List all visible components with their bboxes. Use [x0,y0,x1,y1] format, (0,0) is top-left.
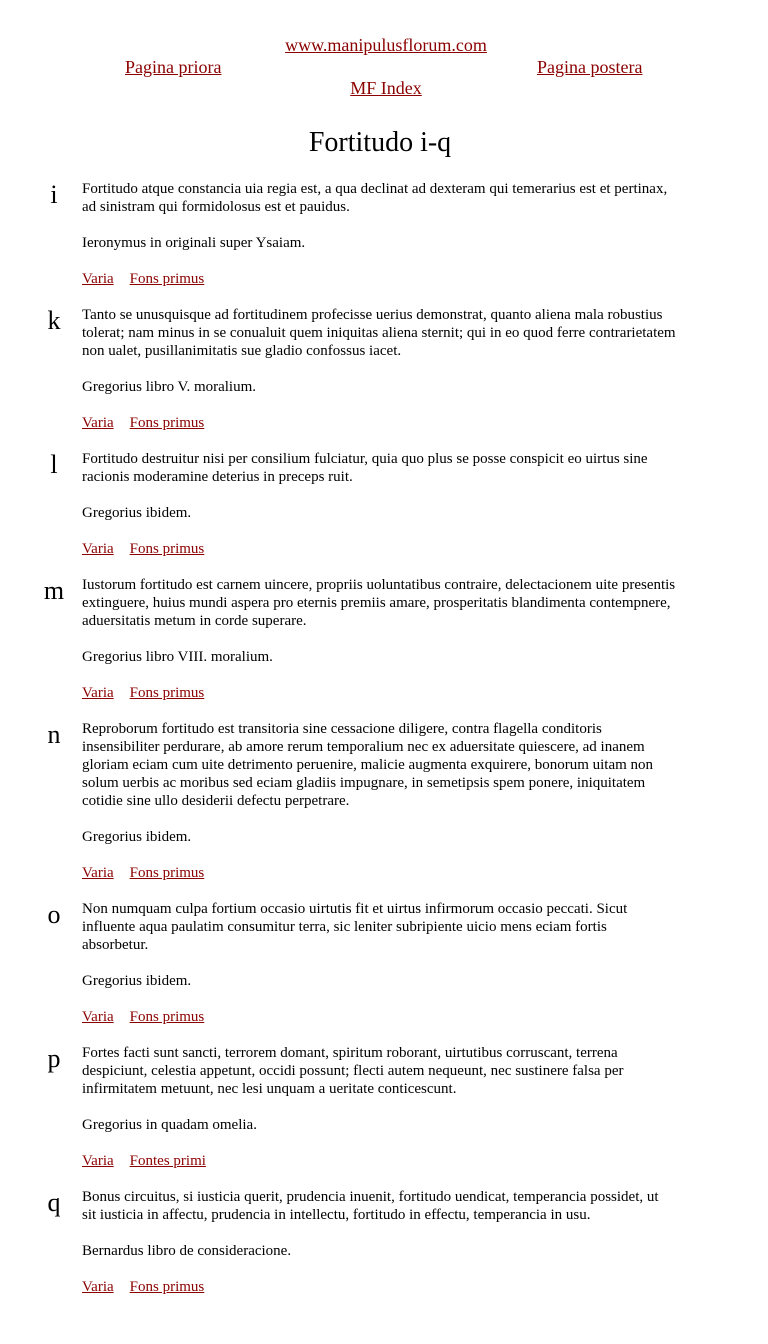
varia-link[interactable]: Varia [82,1153,114,1169]
entry-source: Gregorius libro V. moralium. [82,379,257,395]
entry-letter: o [47,900,61,929]
varia-link[interactable]: Varia [82,1279,114,1295]
entry-l [0,448,676,558]
entry-text: Fortitudo atque constancia uia regia est, a qua declinat ad dexteram qui temerarius est et pertinax, ad sinistram qui formidolosus est et pauidus. [82,181,668,215]
varia-link[interactable]: Varia [82,415,114,431]
entry-letter: i [50,180,58,209]
entry-text: Fortitudo destruitur nisi per consilium fulciatur, quia quo plus se posse conspicit eo uirtus sine racionis moderamine deterius in preceps ruit. [82,451,648,485]
entry-links [82,270,676,288]
entry-i [0,178,676,288]
entry-k [0,304,676,432]
entry-text: Tanto se unusquisque ad fortitudinem profecisse uerius demonstrat, quanto aliena mala robustius tolerat; nam minus in se conualuit quem iniquitas aliena sternit; qui in eo quod ferre contrarietatem non ualet, pusillanimitatis sue gladio confossus iacet. [82,307,676,359]
fons-primus-link[interactable]: Fons primus [129,1009,205,1025]
site-home-link[interactable]: www.manipulusflorum.com [285,35,487,55]
fons-primus-link[interactable]: Fons primus [129,271,205,287]
entry-n [0,718,676,882]
site-link-wrapper [0,35,768,55]
entry-text: Reproborum fortitudo est transitoria sine cessacione diligere, contra flagella conditoris insensibiliter perdurare, ab amore rerum temporalium nec ex aduersitate quiescere, ad inanem gloriam eciam cum uite detrimento peruenire, malicie augmenta exquirere, bonorum uitam non solum uerbis ac moribus sed eciam gladiis impugnare, in semetipsis spem ponere, iniquitatem cotidie sine ullo desiderii defectu perpetrare. [82,721,654,809]
entry-m [0,574,676,702]
prev-page-link-wrapper [125,57,221,77]
entry-source: Gregorius libro VIII. moralium. [82,649,273,665]
previous-page-link[interactable]: Pagina priora [125,57,222,77]
entry-letter: q [47,1188,61,1217]
entry-text: Fortes facti sunt sancti, terrorem domant, spiritum roborant, uirtutibus corruscant, terrena despiciunt, celestia appetunt, occidi possunt; flecti autem nequeunt, nec sustinere falsa per infirmitatem metuunt, nec lesi unquam a ueritate conticescunt. [82,1045,624,1097]
entry-text: Non numquam culpa fortium occasio uirtutis fit et uirtus infirmorum occasio peccati. Sicut influente aqua paulatim consumitur terra, sic leniter subripiente uicio mens eciam fortis absorbetur. [82,901,628,953]
entry-links [82,1008,676,1026]
varia-link[interactable]: Varia [82,865,114,881]
next-page-link[interactable]: Pagina postera [537,57,643,77]
varia-link[interactable]: Varia [82,541,114,557]
entry-source: Bernardus libro de consideracione. [82,1243,292,1259]
entries-list [0,178,768,1312]
entry-text: Bonus circuitus, si iusticia querit, prudencia inuenit, fortitudo uendicat, temperancia possidet, ut sit iusticia in affectu, prudencia in intellectu, fortitudo in effectu, temperancia in usu. [82,1189,659,1223]
fons-primus-link[interactable]: Fons primus [129,541,205,557]
entry-p [0,1042,676,1170]
entry-source: Gregorius in quadam omelia. [82,1117,257,1133]
entry-links [82,540,676,558]
entry-links [82,414,676,432]
entry-source: Gregorius ibidem. [82,829,192,845]
top-navigation [0,0,768,110]
entry-links [82,864,676,882]
varia-link[interactable]: Varia [82,271,114,287]
entry-links [82,684,676,702]
fontes-primi-link[interactable]: Fontes primi [129,1153,206,1169]
entry-q [0,1186,676,1296]
page-title: Fortitudo i-q [308,127,452,158]
varia-link[interactable]: Varia [82,685,114,701]
varia-link[interactable]: Varia [82,1009,114,1025]
mf-index-link[interactable]: MF Index [350,78,422,98]
fons-primus-link[interactable]: Fons primus [129,415,205,431]
fons-primus-link[interactable]: Fons primus [129,685,205,701]
entry-o [0,898,676,1026]
entry-letter: p [47,1044,61,1073]
entry-source: Gregorius ibidem. [82,973,192,989]
entry-text: Iustorum fortitudo est carnem uincere, propriis uoluntatibus contraire, delectacionem uite presentis extinguere, huius mundi aspera pro eternis premiis amare, prosperitatis blandimenta contempnere, aduersitatis metum in corde superare. [82,577,676,629]
entry-letter: k [47,306,61,335]
index-link-wrapper [0,78,768,98]
entry-source: Gregorius ibidem. [82,505,192,521]
entry-source: Ieronymus in originali super Ysaiam. [82,235,306,251]
next-page-link-wrapper [537,57,642,77]
entry-letter: m [43,576,65,605]
fons-primus-link[interactable]: Fons primus [129,865,205,881]
entry-letter: n [47,720,61,749]
fons-primus-link[interactable]: Fons primus [129,1279,205,1295]
entry-links [82,1152,676,1170]
entry-links [82,1278,676,1296]
entry-letter: l [50,450,58,479]
